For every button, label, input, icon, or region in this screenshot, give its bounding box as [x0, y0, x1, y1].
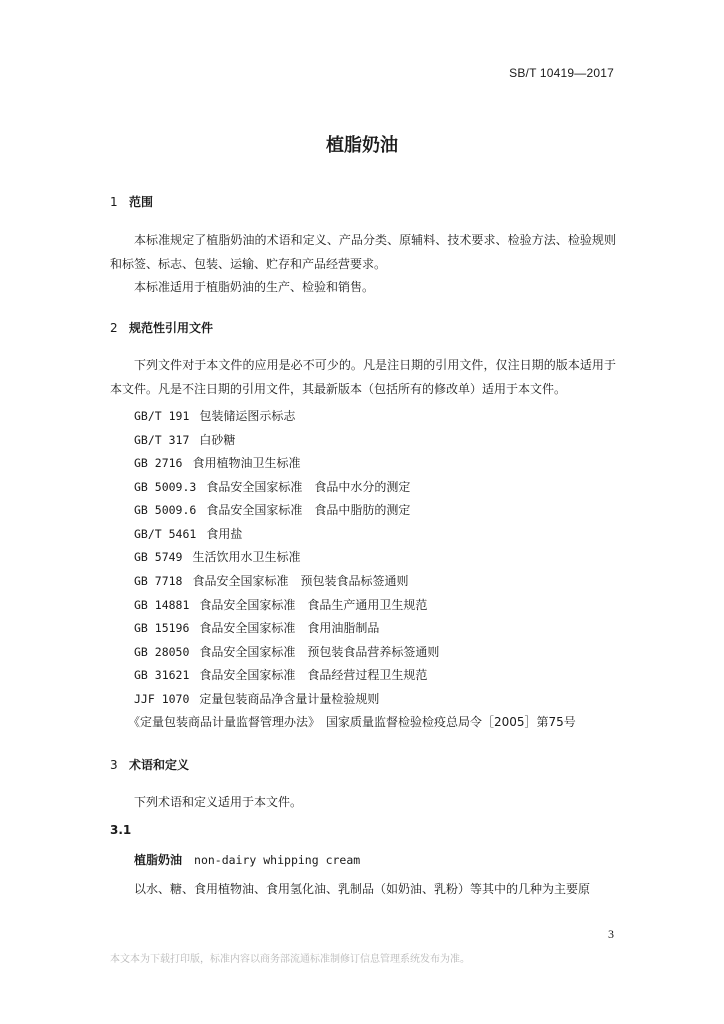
reference-item — [134, 548, 300, 565]
page-number: 3 — [608, 927, 614, 941]
reference-item — [134, 431, 235, 448]
reference-item — [134, 666, 427, 683]
reference-code: GB 28050 — [134, 645, 190, 659]
reference-code: GB 14881 — [134, 598, 190, 612]
reference-code: GB/T 191 — [134, 409, 190, 423]
reference-item — [134, 525, 242, 542]
section-2-heading — [110, 319, 213, 336]
term-english: non-dairy whipping cream — [194, 853, 361, 867]
reference-name: 食品安全国家标准 食品中水分的测定 — [206, 480, 411, 494]
term-entry — [134, 851, 360, 868]
reference-name: 食品安全国家标准 食品生产通用卫生规范 — [199, 598, 428, 612]
reference-item — [134, 407, 295, 424]
section-number: 3 — [110, 758, 118, 772]
reference-item — [134, 619, 379, 636]
section-3-heading — [110, 756, 189, 773]
reference-name: 食用植物油卫生标准 — [192, 456, 301, 470]
reference-code: JJF 1070 — [134, 692, 190, 706]
reference-item — [134, 572, 408, 589]
reference-code: GB 15196 — [134, 621, 190, 635]
reference-name: 白砂糖 — [199, 433, 236, 447]
reference-name: 食品安全国家标准 预包装食品标签通则 — [192, 574, 409, 588]
reference-item — [134, 643, 439, 660]
section-1-paragraph-2: 本标准适用于植脂奶油的生产、检验和销售。 — [134, 280, 375, 294]
reference-name: 生活饮用水卫生标准 — [192, 550, 301, 564]
reference-name: 食品安全国家标准 食品经营过程卫生规范 — [199, 668, 428, 682]
reference-code: GB/T 5461 — [134, 527, 197, 541]
reference-code: GB 5749 — [134, 550, 183, 564]
standard-code: SB/T 10419—2017 — [509, 66, 614, 80]
section-1-heading — [110, 193, 153, 210]
reference-code: GB 5009.3 — [134, 480, 197, 494]
reference-code: GB/T 317 — [134, 433, 190, 447]
section-2-paragraph-1: 下列文件对于本文件的应用是必不可少的。凡是注日期的引用文件，仅注日期的版本适用于本文件。凡是不注日期的引用文件，其最新版本（包括所有的修改单）适用于本文件。 — [110, 358, 616, 396]
reference-item — [134, 454, 300, 471]
document-title: 植脂奶油 — [326, 135, 398, 156]
reference-code: GB 7718 — [134, 574, 183, 588]
section-number: 2 — [110, 321, 118, 335]
section-title: 术语和定义 — [129, 758, 190, 772]
reference-name: 定量包装商品净含量计量检验规则 — [199, 692, 380, 706]
reference-item — [134, 501, 410, 518]
reference-name: 食品安全国家标准 食品中脂肪的测定 — [206, 503, 411, 517]
reference-item — [134, 690, 379, 707]
section-title: 范围 — [129, 195, 154, 209]
reference-name: 食品安全国家标准 预包装食品营养标签通则 — [199, 645, 440, 659]
subsection-number: 3.1 — [110, 823, 132, 837]
section-3-paragraph-1: 下列术语和定义适用于本文件。 — [134, 795, 303, 809]
term-chinese: 植脂奶油 — [134, 853, 183, 867]
reference-regulation: 《定量包装商品计量监督管理办法》 国家质量监督检验检疫总局令［2005］第75号 — [128, 715, 576, 729]
reference-item — [134, 478, 410, 495]
section-title: 规范性引用文件 — [129, 321, 214, 335]
footer-note: 本文本为下载打印版，标准内容以商务部流通标准制修订信息管理系统发布为准。 — [110, 954, 470, 965]
section-1-paragraph-1: 本标准规定了植脂奶油的术语和定义、产品分类、原辅料、技术要求、检验方法、检验规则和标签、标志、包装、运输、贮存和产品经营要求。 — [110, 233, 616, 271]
reference-item — [134, 596, 427, 613]
reference-code: GB 31621 — [134, 668, 190, 682]
reference-code: GB 2716 — [134, 456, 183, 470]
term-definition: 以水、糖、食用植物油、食用氢化油、乳制品（如奶油、乳粉）等其中的几种为主要原 — [134, 882, 591, 896]
reference-name: 食品安全国家标准 食用油脂制品 — [199, 621, 380, 635]
reference-code: GB 5009.6 — [134, 503, 197, 517]
reference-name: 食用盐 — [206, 527, 243, 541]
reference-name: 包装储运图示标志 — [199, 409, 296, 423]
section-number: 1 — [110, 195, 118, 209]
